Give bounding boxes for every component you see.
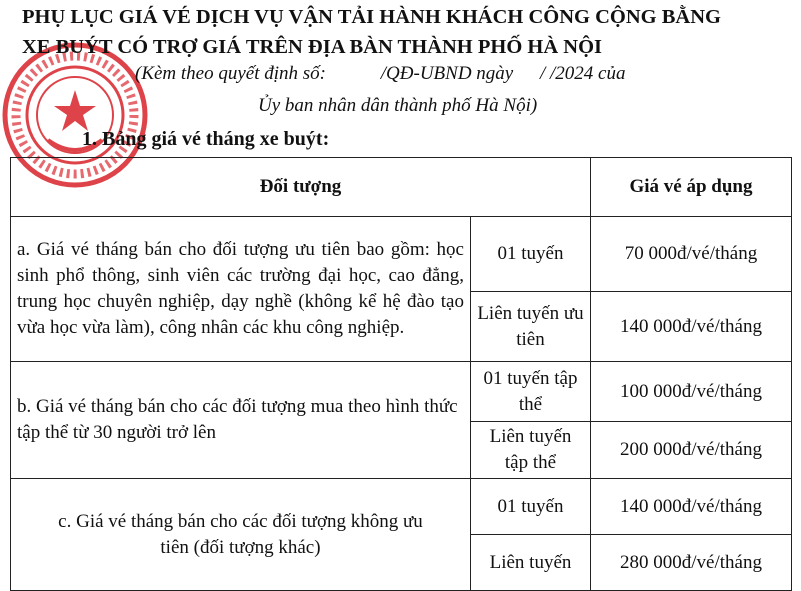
subtitle-line-1 — [135, 63, 625, 85]
ticket-type: Liên tuyến ưu tiên — [471, 292, 591, 362]
ticket-price: 70 000đ/vé/tháng — [591, 217, 792, 292]
group-a-desc: a. Giá vé tháng bán cho đối tượng ưu tiên bao gồm: học sinh phổ thông, sinh viên các trường đại học, cao đẳng, trung học chuyên nghiệp, dạy nghề (không kể hệ đào tạo vừa học vừa làm), công nhân các khu công nghiệp. — [11, 217, 471, 362]
ticket-price: 100 000đ/vé/tháng — [591, 362, 792, 422]
ticket-type: 01 tuyến tập thể — [471, 362, 591, 422]
star-icon — [54, 90, 96, 131]
ticket-price: 200 000đ/vé/tháng — [591, 422, 792, 479]
document-title — [22, 2, 721, 62]
section-heading: 1. Bảng giá vé tháng xe buýt: — [82, 128, 330, 150]
ticket-price-table — [10, 157, 792, 591]
header-target: Đối tượng — [11, 158, 591, 217]
title-line-2: XE BUÝT CÓ TRỢ GIÁ TRÊN ĐỊA BÀN THÀNH PHỐ HÀ NỘI — [22, 36, 602, 58]
ticket-type: 01 tuyến — [471, 479, 591, 535]
table-row — [11, 479, 792, 535]
decision-date: / /2024 của — [539, 63, 626, 84]
ticket-price: 280 000đ/vé/tháng — [591, 535, 792, 591]
ticket-price: 140 000đ/vé/tháng — [591, 292, 792, 362]
ticket-type: 01 tuyến — [471, 217, 591, 292]
group-c-desc: c. Giá vé tháng bán cho các đối tượng không ưu tiên (đối tượng khác) — [11, 479, 471, 591]
table-header — [11, 158, 792, 217]
table-row — [11, 362, 792, 422]
group-b-desc: b. Giá vé tháng bán cho các đối tượng mua theo hình thức tập thể từ 30 người trở lên — [11, 362, 471, 479]
decision-number: /QĐ-UBND ngày — [380, 63, 514, 84]
decision-label: (Kèm theo quyết định số: — [135, 63, 327, 84]
ticket-price: 140 000đ/vé/tháng — [591, 479, 792, 535]
table-row — [11, 217, 792, 292]
subtitle-line-2: Ủy ban nhân dân thành phố Hà Nội) — [258, 95, 538, 116]
header-price: Giá vé áp dụng — [591, 158, 792, 217]
title-line-1: PHỤ LỤC GIÁ VÉ DỊCH VỤ VẬN TẢI HÀNH KHÁCH CÔNG CỘNG BẰNG — [22, 6, 721, 28]
ticket-type: Liên tuyến — [471, 535, 591, 591]
ticket-type: Liên tuyến tập thể — [471, 422, 591, 479]
